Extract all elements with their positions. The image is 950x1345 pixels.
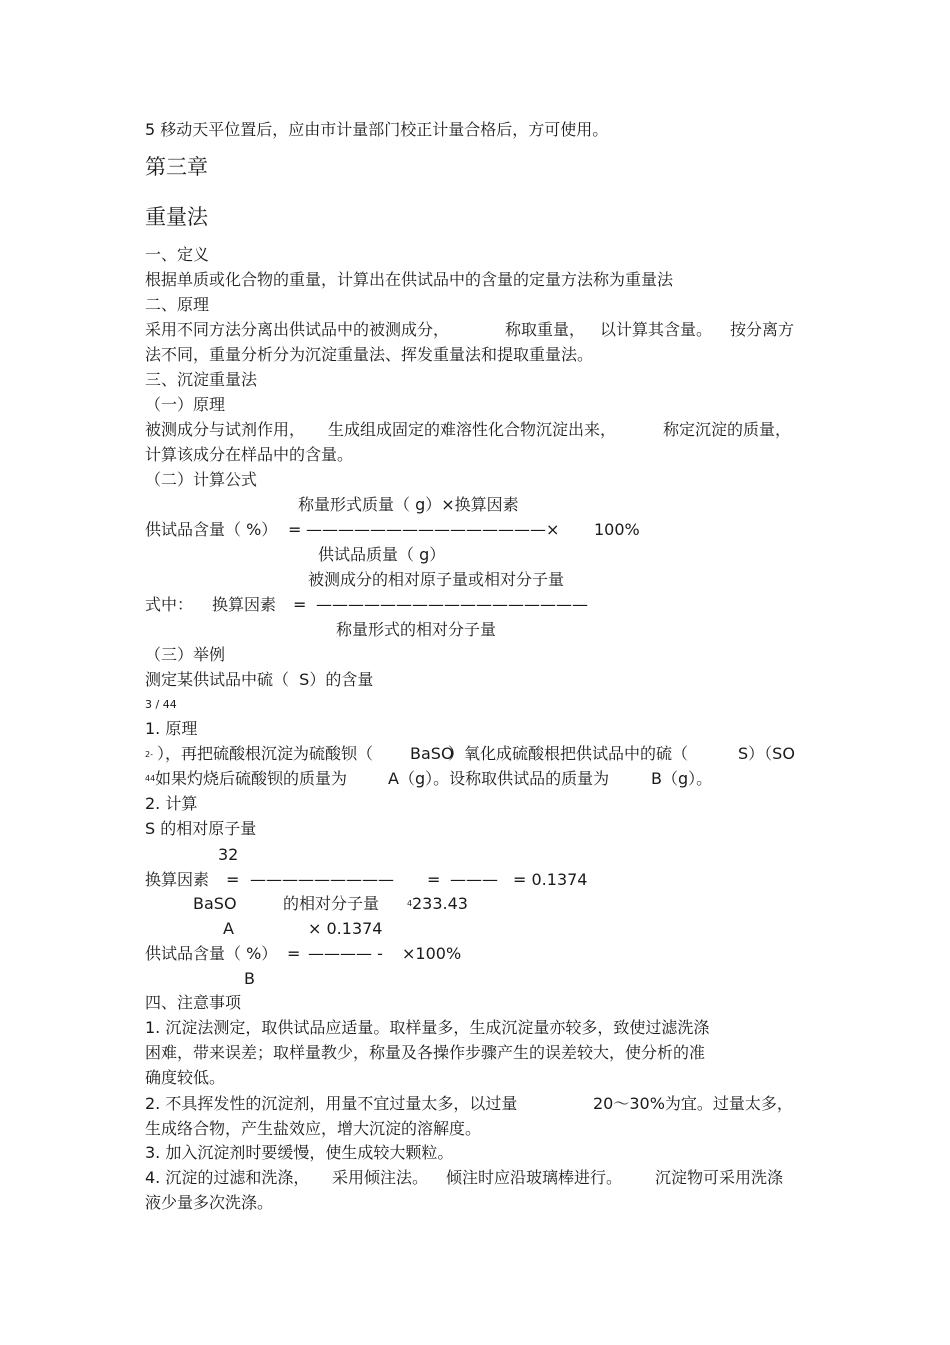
page-number: 3 / 44	[145, 698, 177, 711]
calculation-equals-1: =	[226, 870, 240, 889]
note-1-line-2: 困难，带来误差；取样量教少，称量及各操作步骤产生的误差较大，使分析的准	[145, 1043, 706, 1062]
note-4-line-1b: 采用倾注法。	[332, 1168, 429, 1187]
note-1-line-3: 确度较低。	[145, 1068, 226, 1087]
principle-text-1d: 按分离方	[730, 320, 795, 339]
example-principle-2a: 如果灼烧后硫酸钡的质量为	[155, 769, 348, 788]
formula1-numerator: 称量形式质量（ g）×换算因素	[298, 495, 519, 514]
note-3: 3. 加入沉淀剂时要缓慢，使生成较大颗粒。	[145, 1143, 454, 1162]
formula2-equals: =	[293, 595, 307, 614]
subsection-heading-formula: （二）计算公式	[145, 470, 258, 489]
section-heading-notes: 四、注意事项	[145, 993, 242, 1012]
calculation-equals-2: =	[427, 870, 441, 889]
note-1-line-1: 1. 沉淀法测定，取供试品应适量。取样量多，生成沉淀量亦较多，致使过滤洗涤	[145, 1018, 710, 1037]
formula1-equals: =	[288, 520, 302, 539]
chapter-heading: 第三章	[145, 155, 208, 179]
calculation-result: = 0.1374	[513, 870, 588, 889]
example-principle-1c: ）氧化成硫酸根把供试品中的硫（	[448, 744, 689, 763]
note-4-line-1a: 4. 沉淀的过滤和洗涤，	[145, 1168, 310, 1187]
example-principle-1b: BaSO	[410, 744, 454, 763]
precipitation-principle-1b: 生成组成固定的难溶性化合物沉淀出来，	[328, 420, 617, 439]
calculation-numerator-32: 32	[218, 845, 239, 864]
note-4-line-1c: 倾注时应沿玻璃棒进行。	[446, 1168, 623, 1187]
note-2-line-2: 生成络合物，产生盐效应，增大沉淀的溶解度。	[145, 1119, 482, 1138]
example-principle-2b: A（g）。设称取供试品的质量为	[388, 769, 610, 788]
subscript-2minus: 2-	[145, 750, 153, 759]
calculation-content-lhs: 供试品含量（ %）	[145, 944, 278, 963]
calculation-denominator-B: B	[244, 969, 255, 988]
formula1-percent: 100%	[594, 520, 640, 539]
principle-text-1b: 称取重量，	[505, 320, 586, 339]
principle-text-2: 法不同，重量分析分为沉淀重量法、挥发重量法和提取重量法。	[145, 345, 594, 364]
precipitation-principle-1c: 称定沉淀的质量，	[663, 420, 792, 439]
subsection-heading-principle: （一）原理	[145, 395, 226, 414]
definition-text: 根据单质或化合物的重量，计算出在供试品中的含量的定量方法称为重量法	[145, 270, 674, 289]
example-text: 测定某供试品中硫（ S）的含量	[145, 670, 374, 689]
formula2-prefix: 式中：	[145, 595, 194, 614]
subscript-4: 4	[407, 899, 413, 908]
subscript-44: 44	[145, 774, 156, 783]
example-principle-2c: B（g）。	[651, 769, 713, 788]
section-heading-precipitation: 三、沉淀重量法	[145, 370, 258, 389]
calculation-numerator-A: A	[223, 919, 234, 938]
note-4-line-2: 液少量多次洗涤。	[145, 1193, 274, 1212]
principle-text-1a: 采用不同方法分离出供试品中的被测成分，	[145, 320, 450, 339]
calculation-equals-3: =	[287, 944, 301, 963]
calculation-factor: × 0.1374	[308, 919, 383, 938]
calculation-fraction-bar-2: ———	[450, 870, 498, 889]
subsection-heading-example: （三）举例	[145, 645, 226, 664]
formula2-fraction-bar: —————————————————	[316, 595, 588, 614]
calculation-baso: BaSO	[193, 894, 237, 913]
page-title: 重量法	[145, 205, 208, 229]
note-2-line-1b: 20～30%为宜。过量太多，	[593, 1094, 793, 1113]
principle-text-1c: 以计算其含量。	[600, 320, 713, 339]
calculation-fraction-bar-3: ———— -	[308, 944, 383, 963]
calculation-lhs: 换算因素	[145, 870, 210, 889]
formula1-fraction-bar: ———————————————×	[306, 520, 560, 539]
example-principle-1a: ），再把硫酸根沉淀为硫酸钡（	[157, 744, 374, 763]
calculation-heading: 2. 计算	[145, 794, 198, 813]
formula1-lhs: 供试品含量（ %）	[145, 520, 278, 539]
section-heading-principle: 二、原理	[145, 295, 210, 314]
calculation-s-mass-label: S 的相对原子量	[145, 819, 257, 838]
calculation-mw-label: 的相对分子量	[283, 894, 380, 913]
example-principle-1d: S）（SO	[738, 744, 795, 763]
calculation-mw-value: 233.43	[412, 894, 468, 913]
note-4-line-1d: 沉淀物可采用洗涤	[655, 1168, 784, 1187]
note-2-line-1a: 2. 不具挥发性的沉淀剂，用量不宜过量太多，以过量	[145, 1094, 518, 1113]
calculation-percent: ×100%	[402, 944, 462, 963]
previous-section-line: 5 移动天平位置后，应由市计量部门校正计量合格后，方可使用。	[145, 120, 609, 139]
formula2-denominator: 称量形式的相对分子量	[336, 620, 497, 639]
example-principle-heading: 1. 原理	[145, 719, 198, 738]
formula1-denominator: 供试品质量（ g）	[318, 545, 446, 564]
section-heading-definition: 一、定义	[145, 245, 210, 264]
precipitation-principle-1a: 被测成分与试剂作用，	[145, 420, 306, 439]
calculation-fraction-bar-1: —————————	[250, 870, 394, 889]
formula2-lhs: 换算因素	[212, 595, 277, 614]
precipitation-principle-2: 计算该成分在样品中的含量。	[145, 445, 354, 464]
formula2-numerator: 被测成分的相对原子量或相对分子量	[308, 570, 565, 589]
